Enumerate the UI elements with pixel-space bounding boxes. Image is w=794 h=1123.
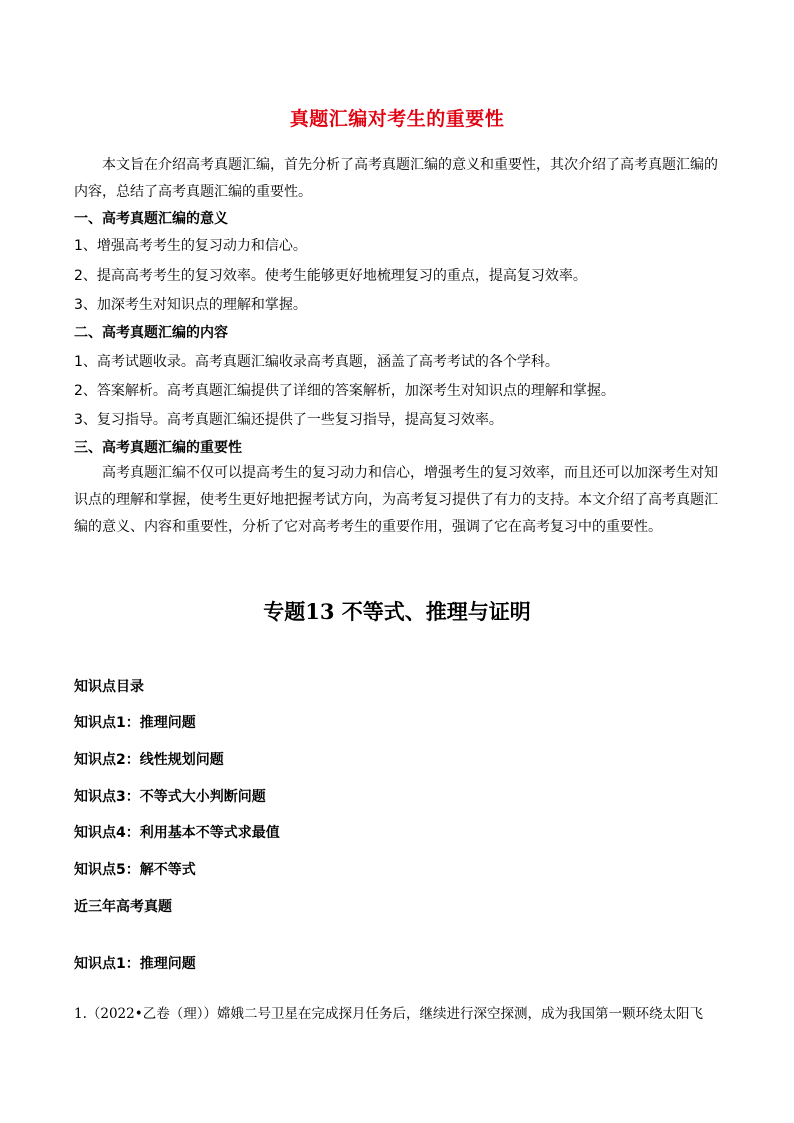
toc-item[interactable]: 知识点2：线性规划问题 bbox=[74, 752, 224, 768]
toc-item[interactable]: 知识点4：利用基本不等式求最值 bbox=[74, 825, 280, 841]
importance-paragraph bbox=[74, 460, 724, 541]
question-text: 1.（2022•乙卷（理））嫦娥二号卫星在完成探月任务后，继续进行深空探测，成为我国第一颗环绕太阳飞 bbox=[74, 1006, 703, 1022]
toc-item[interactable]: 近三年高考真题 bbox=[74, 899, 172, 915]
importance-paragraph-text: 高考真题汇编不仅可以提高考生的复习动力和信心，增强考生的复习效率，而且还可以加深考生对知识点的理解和掌握，使考生更好地把握考试方向，为高考复习提供了有力的支持。本文介绍了高考真题汇编的意义、内容和重要性，分析了它对高考考生的重要作用，强调了它在高考复习中的重要性。 bbox=[74, 465, 718, 535]
list-item: 1、增强高考考生的复习动力和信心。 bbox=[74, 238, 307, 254]
intro-paragraph bbox=[74, 152, 724, 206]
toc-item[interactable]: 知识点1：推理问题 bbox=[74, 715, 196, 731]
toc-heading: 知识点目录 bbox=[74, 679, 144, 695]
section-heading-content: 二、高考真题汇编的内容 bbox=[74, 325, 228, 341]
toc-item[interactable]: 知识点3：不等式大小判断问题 bbox=[74, 789, 266, 805]
list-item: 1、高考试题收录。高考真题汇编收录高考真题，涵盖了高考考试的各个学科。 bbox=[74, 354, 559, 370]
list-item: 2、提高高考考生的复习效率。使考生能够更好地梳理复习的重点，提高复习效率。 bbox=[74, 268, 587, 284]
document-title: 真题汇编对考生的重要性 bbox=[289, 108, 505, 130]
topic-title: 专题13 不等式、推理与证明 bbox=[263, 599, 531, 624]
list-item: 3、加深考生对知识点的理解和掌握。 bbox=[74, 297, 307, 313]
section-heading-reasoning: 知识点1：推理问题 bbox=[74, 956, 196, 972]
section-heading-importance: 三、高考真题汇编的重要性 bbox=[74, 440, 242, 456]
section-heading-meaning: 一、高考真题汇编的意义 bbox=[74, 211, 228, 227]
toc-item[interactable]: 知识点5：解不等式 bbox=[74, 862, 196, 878]
list-item: 2、答案解析。高考真题汇编提供了详细的答案解析，加深考生对知识点的理解和掌握。 bbox=[74, 383, 615, 399]
intro-paragraph-text: 本文旨在介绍高考真题汇编，首先分析了高考真题汇编的意义和重要性，其次介绍了高考真题汇编的内容，总结了高考真题汇编的重要性。 bbox=[74, 157, 718, 200]
list-item: 3、复习指导。高考真题汇编还提供了一些复习指导，提高复习效率。 bbox=[74, 412, 503, 428]
